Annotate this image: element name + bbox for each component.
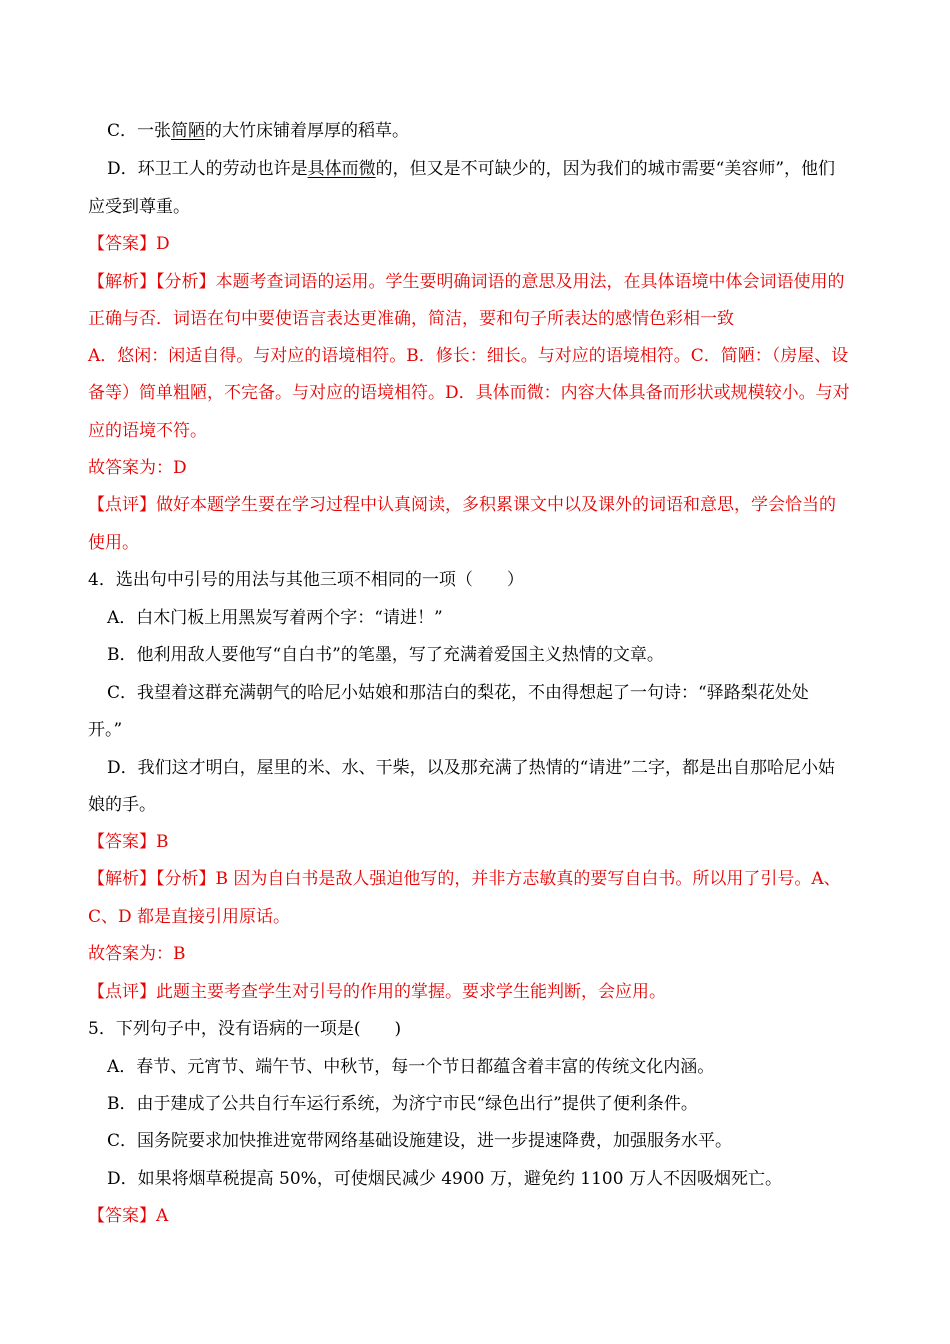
q3-analysis-line: 【解析】【分析】本题考查词语的运用。学生要明确词语的意思及用法，在具体语境中体会词语使用的 bbox=[88, 272, 845, 292]
q3-comment-cont: 使用。 bbox=[88, 533, 139, 553]
q3-analysis-line: A．悠闲：闲适自得。与对应的语境相符。B．修长：细长。与对应的语境相符。C．简陋：（房屋、设 bbox=[88, 346, 849, 366]
q3-answer: 【答案】D bbox=[88, 234, 170, 254]
q5-option-c: C．国务院要求加快推进宽带网络基础设施建设，进一步提速降费，加强服务水平。 bbox=[107, 1131, 733, 1151]
q4-answer: 【答案】B bbox=[88, 832, 169, 852]
q4-stem: 4．选出句中引号的用法与其他三项不相同的一项（ ） bbox=[88, 570, 524, 590]
q3-option-d-cont: 应受到尊重。 bbox=[88, 197, 190, 217]
q4-option-a: A．白木门板上用黑炭写着两个字：“请进！” bbox=[107, 608, 443, 628]
q4-option-d-cont: 娘的手。 bbox=[88, 795, 156, 815]
q3-comment: 【点评】做好本题学生要在学习过程中认真阅读，多积累课文中以及课外的词语和意思，学会恰当的 bbox=[88, 495, 836, 515]
q4-option-c-cont: 开。” bbox=[88, 720, 123, 740]
q3-option-d: D．环卫工人的劳动也许是具体而微的，但又是不可缺少的，因为我们的城市需要“美容师”，他们 bbox=[107, 159, 836, 179]
q4-option-c: C．我望着这群充满朝气的哈尼小姑娘和那洁白的梨花，不由得想起了一句诗：“驿路梨花处处 bbox=[107, 683, 809, 703]
q3-analysis-line: 备等）简单粗陋，不完备。与对应的语境相符。D．具体而微：内容大体具备而形状或规模较小。与对 bbox=[88, 383, 850, 403]
q3-final-answer: 故答案为：D bbox=[88, 458, 187, 478]
q4-analysis-line: 【解析】【分析】B 因为自白书是敌人强迫他写的，并非方志敏真的要写自白书。所以用了引号。A、 bbox=[88, 869, 841, 889]
q5-option-b: B．由于建成了公共自行车运行系统，为济宁市民“绿色出行”提供了便利条件。 bbox=[107, 1094, 698, 1114]
q4-option-d: D．我们这才明白，屋里的米、水、干柴，以及那充满了热情的“请进”二字，都是出自那哈尼小姑 bbox=[107, 758, 836, 778]
q3-analysis-line: 应的语境不符。 bbox=[88, 421, 207, 441]
q5-option-a: A．春节、元宵节、端午节、中秋节，每一个节日都蕴含着丰富的传统文化内涵。 bbox=[107, 1057, 715, 1077]
q5-stem: 5．下列句子中，没有语病的一项是( ) bbox=[88, 1019, 402, 1039]
q3-analysis-line: 正确与否．词语在句中要使语言表达更准确，简洁，要和句子所表达的感情色彩相一致 bbox=[88, 309, 734, 329]
q4-final-answer: 故答案为：B bbox=[88, 944, 186, 964]
q4-comment: 【点评】此题主要考查学生对引号的作用的掌握。要求学生能判断，会应用。 bbox=[88, 982, 666, 1002]
q4-analysis-line: C、D 都是直接引用原话。 bbox=[88, 907, 291, 927]
q4-option-b: B．他利用敌人要他写“自白书”的笔墨，写了充满着爱国主义热情的文章。 bbox=[107, 645, 664, 665]
underlined-word: 简陋 bbox=[171, 121, 206, 141]
q3-option-c: C．一张简陋的大竹床铺着厚厚的稻草。 bbox=[107, 121, 410, 141]
q5-option-d: D．如果将烟草税提高 50%，可使烟民减少 4900 万，避免约 1100 万人不因吸烟死亡。 bbox=[107, 1169, 782, 1189]
q5-answer: 【答案】A bbox=[88, 1206, 169, 1226]
underlined-word: 具体而微 bbox=[307, 159, 376, 179]
